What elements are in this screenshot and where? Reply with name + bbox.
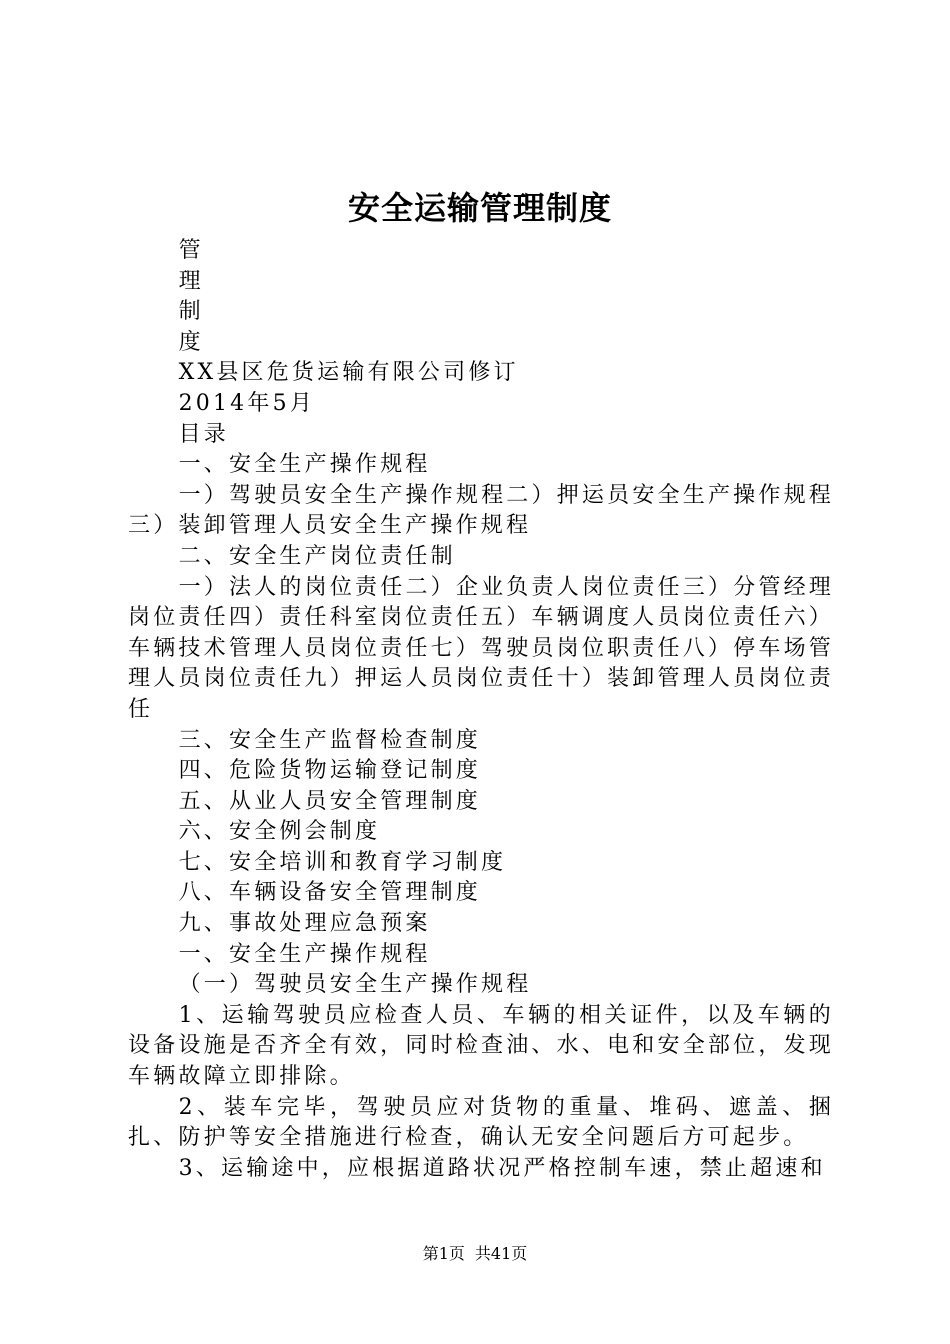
page-footer [0,1243,950,1265]
toc-item: 七、安全培训和教育学习制度 [178,849,507,875]
page-number: 第1页 [422,1244,465,1263]
toc-heading: 目录 [178,421,229,447]
toc-item: 二、安全生产岗位责任制 [178,543,456,569]
title-char-4: 度 [178,329,204,355]
toc-item: 一、安全生产操作规程 [178,452,431,478]
page-total: 共41页 [474,1244,528,1263]
toc-item: 六、安全例会制度 [178,819,381,845]
document-title: 安全运输管理制度 [347,189,612,227]
subsection-heading: （一）驾驶员安全生产操作规程 [178,972,532,998]
section-heading: 一、安全生产操作规程 [178,941,431,967]
paragraph: 1、运输驾驶员应检查人员、车辆的相关证件，以及车辆的设备设施是否齐全有效，同时检查油、水、电和安全部位，发现车辆故障立即排除。 [128,1002,834,1090]
toc-item: 三、安全生产监督检查制度 [178,727,481,753]
toc-subitems: 一）驾驶员安全生产操作规程二）押运员安全生产操作规程三）装卸管理人员安全生产操作规程 [128,482,834,539]
revision-date: 2014年5月 [178,390,315,416]
document-body [128,236,834,1184]
paragraph: 2、装车完毕，驾驶员应对货物的重量、堆码、遮盖、捆扎、防护等安全措施进行检查，确认无安全问题后方可起步。 [128,1094,834,1151]
toc-item: 九、事故处理应急预案 [178,911,431,937]
revision-company: XX县区危货运输有限公司修订 [178,360,519,386]
toc-item: 五、从业人员安全管理制度 [178,788,481,814]
title-char-3: 制 [178,299,204,325]
title-char-1: 管 [178,238,204,263]
title-char-2: 理 [178,268,204,294]
toc-subitems: 一）法人的岗位责任二）企业负责人岗位责任三）分管经理岗位责任四）责任科室岗位责任五）车辆调度人员岗位责任六）车辆技术管理人员岗位责任七）驾驶员岗位职责任八）停车场管理人员岗位责任九）押运人员岗位责任十）装卸管理人员岗位责任 [128,574,834,722]
paragraph: 3、运输途中，应根据道路状况严格控制车速，禁止超速和 [178,1155,826,1181]
toc-item: 八、车辆设备安全管理制度 [178,880,481,906]
toc-item: 四、危险货物运输登记制度 [178,758,481,784]
